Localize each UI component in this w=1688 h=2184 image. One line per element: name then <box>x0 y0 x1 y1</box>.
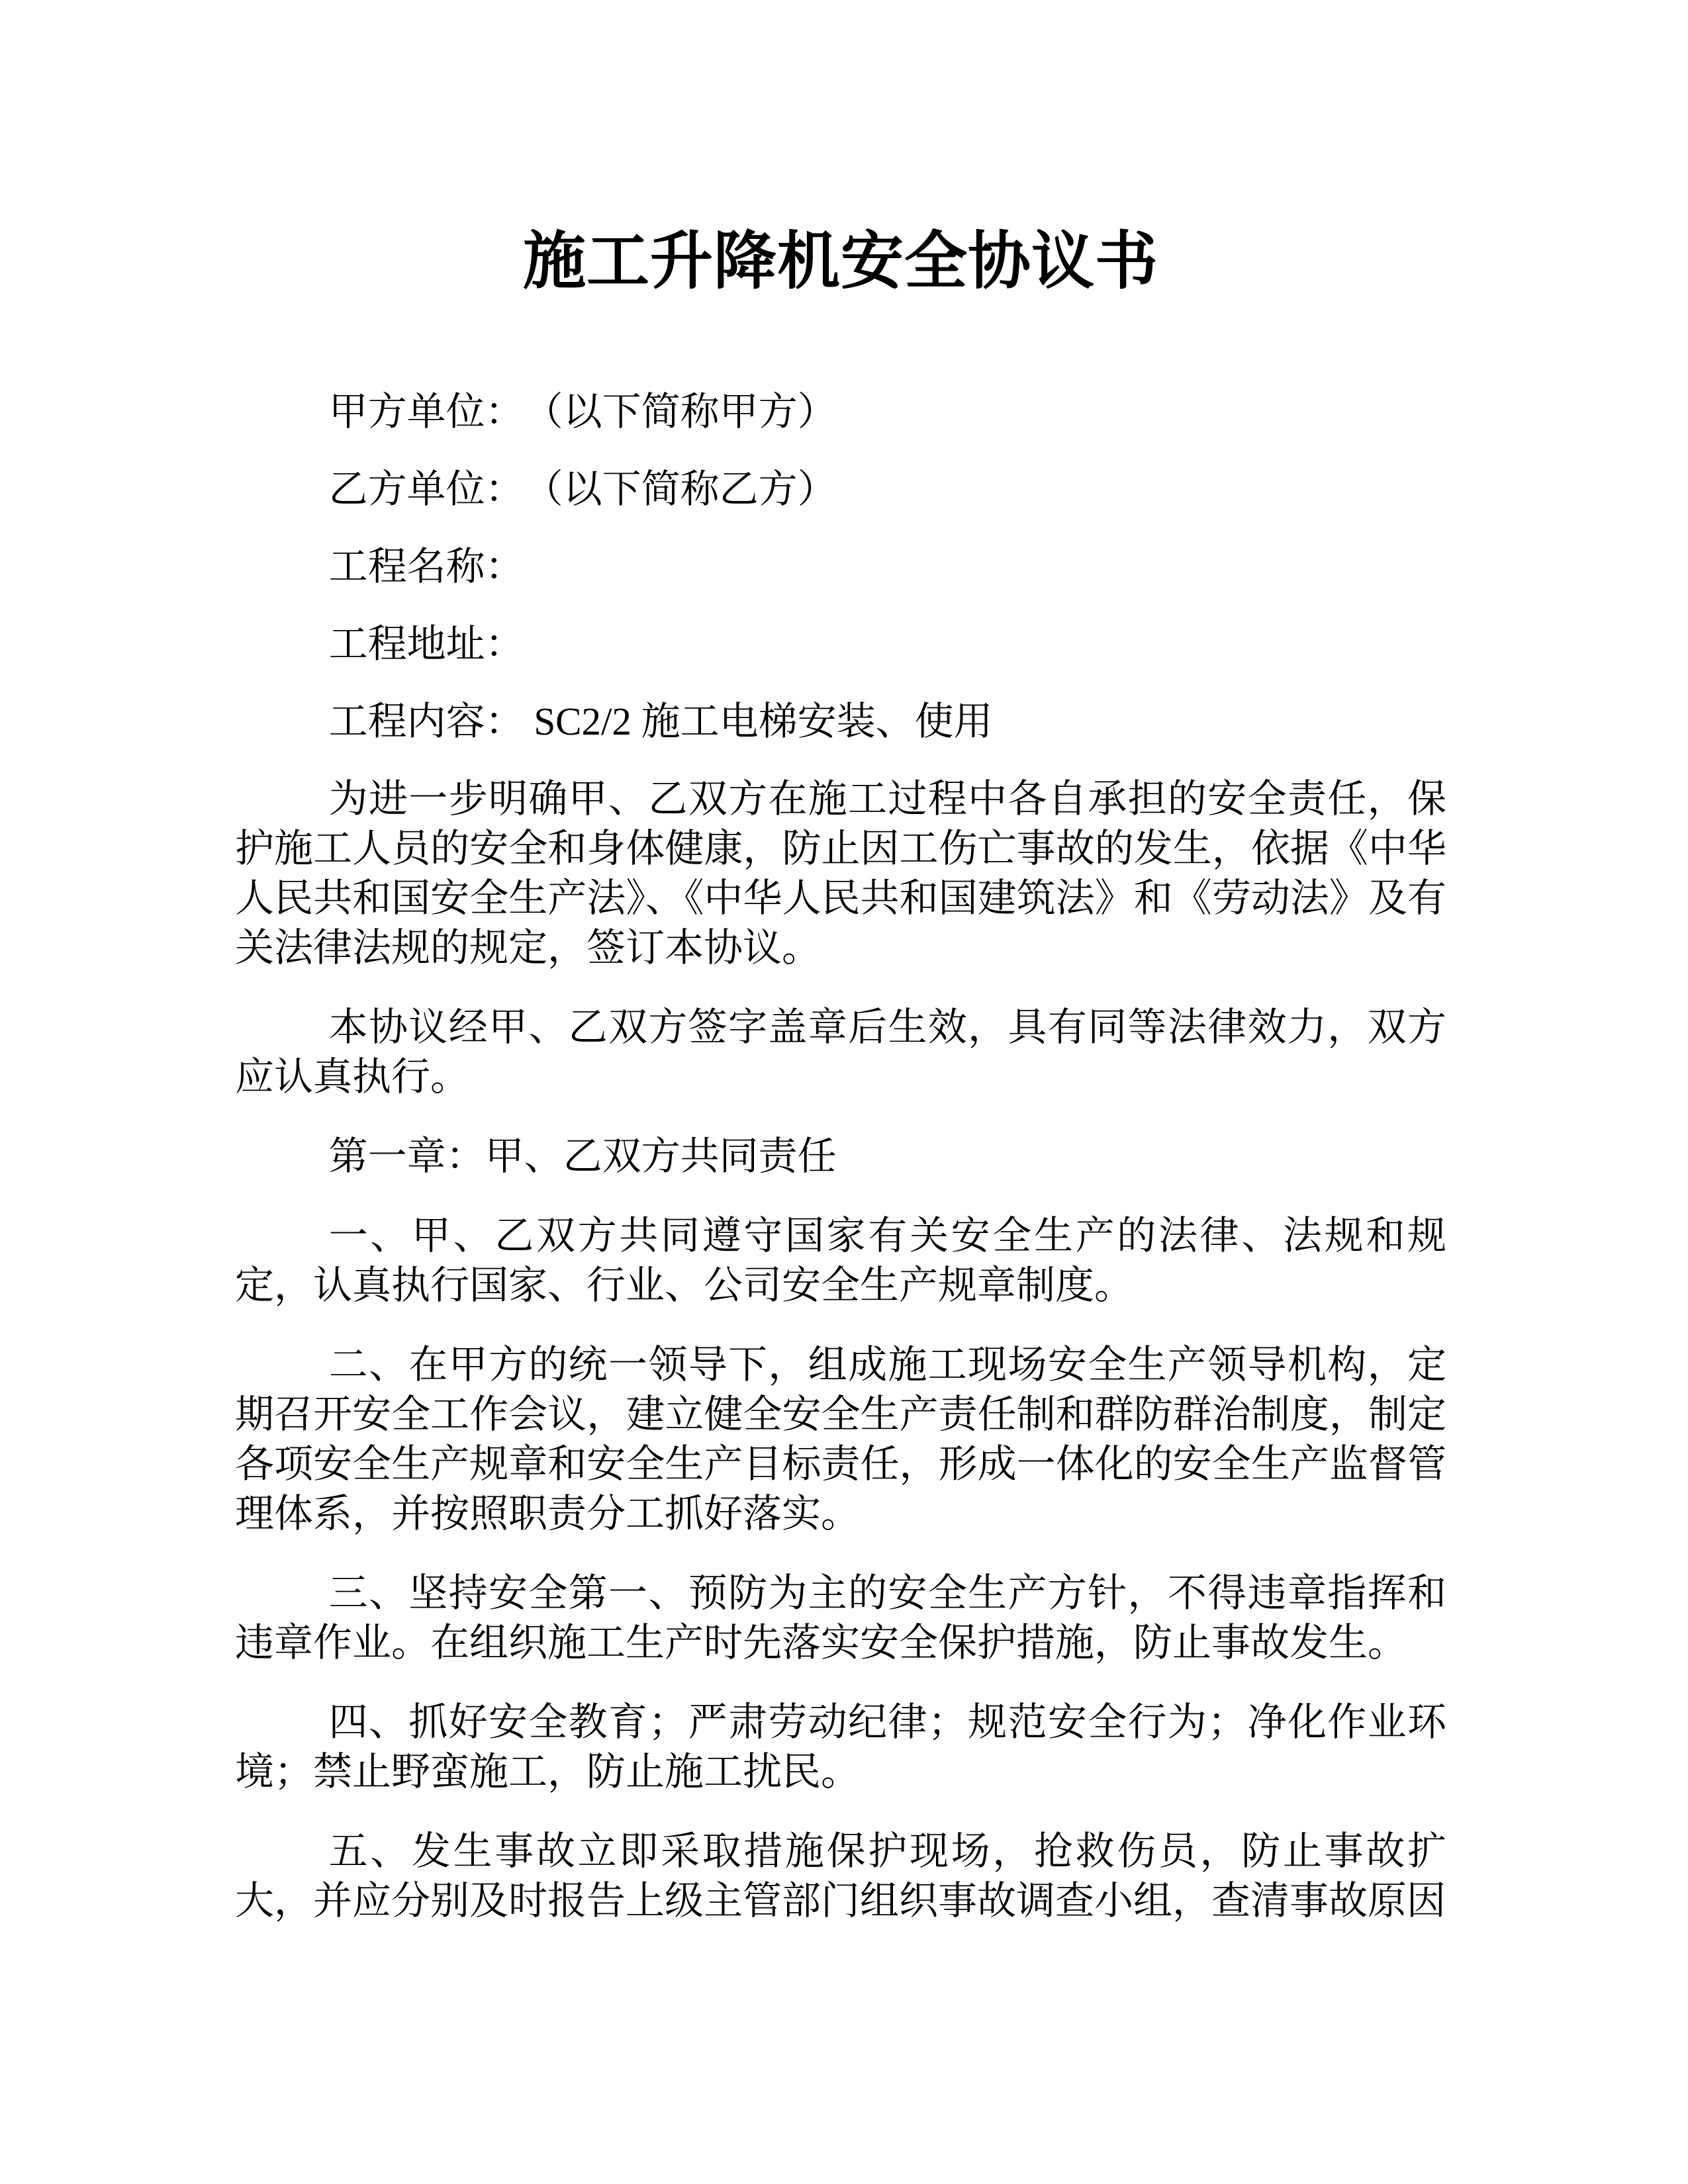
paragraph-item-2: 二、在甲方的统一领导下，组成施工现场安全生产领导机构，定期召开安全工作会议，建立健全安全生产责任制和群防群治制度，制定各项安全生产规章和安全生产目标责任，形成一体化的安全生产监督管理体系，并按照职责分工抓好落实。 <box>235 1343 1446 1535</box>
paragraph-item-4: 四、抓好安全教育；严肃劳动纪律；规范安全行为；净化作业环境；禁止野蛮施工，防止施工扰民。 <box>235 1700 1446 1794</box>
paragraph-effectiveness: 本协议经甲、乙双方签字盖章后生效，具有同等法律效力，双方应认真执行。 <box>235 1005 1446 1099</box>
info-line-project-name: 工程名称： <box>328 545 524 588</box>
info-line-party-a: 甲方单位： （以下简称甲方） <box>328 390 837 433</box>
chapter-1-heading: 第一章：甲、乙双方共同责任 <box>328 1134 837 1178</box>
paragraph-item-5: 五、发生事故立即采取措施保护现场，抢救伤员，防止事故扩大，并应分别及时报告上级主管部门组织事故调查小组，查清事故原因 <box>235 1829 1446 1923</box>
paragraph-preamble: 为进一步明确甲、乙双方在施工过程中各自承担的安全责任，保护施工人员的安全和身体健康，防止因工伤亡事故的发生，依据《中华人民共和国安全生产法》、《中华人民共和国建筑法》和《劳动法》及有关法律法规的规定，签订本协议。 <box>235 777 1446 970</box>
info-line-project-content: 工程内容： SC2/2 施工电梯安装、使用 <box>328 700 993 743</box>
paragraph-item-3: 三、坚持安全第一、预防为主的安全生产方针，不得违章指挥和违章作业。在组织施工生产时先落实安全保护措施，防止事故发生。 <box>235 1571 1446 1664</box>
project-info-block <box>235 387 1446 747</box>
document-title: 施工升降机安全协议书 <box>522 226 1158 296</box>
info-line-party-b: 乙方单位： （以下简称乙方） <box>328 467 837 511</box>
agreement-body <box>235 774 1446 1926</box>
info-line-project-address: 工程地址： <box>328 622 524 666</box>
paragraph-item-1: 一、甲、乙双方共同遵守国家有关安全生产的法律、法规和规定，认真执行国家、行业、公司安全生产规章制度。 <box>235 1214 1446 1307</box>
